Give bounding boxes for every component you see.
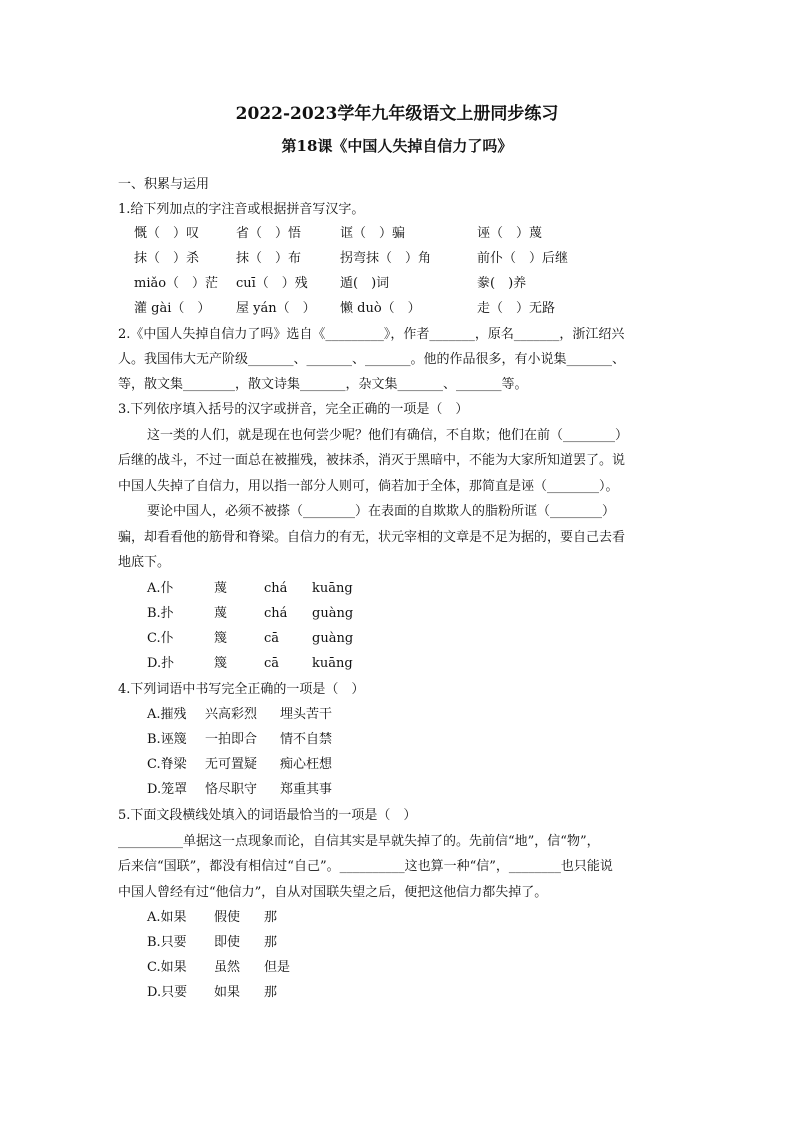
q3-option-d[interactable]: D.扑 <box>147 656 175 671</box>
q1-cell: 诓（ ）骗 <box>340 226 406 241</box>
q3-passage-line: 中国人失掉了自信力，用以指一部分人则可，倘若加于全体，那简直是诬（________）。 <box>118 479 619 494</box>
q4-option-d-item: 恪尽职守 <box>205 782 258 797</box>
q3-option-c[interactable]: C.仆 <box>147 631 174 646</box>
q4-option-d-item: 郑重其事 <box>280 782 333 797</box>
q3-option-d-item: cā <box>264 656 280 671</box>
q4-option-a-item: 兴高彩烈 <box>205 707 258 722</box>
q1-cell: 拐弯抹（ ）角 <box>340 251 432 266</box>
page-title: 2022-2023学年九年级语文上册同步练习 <box>235 104 559 124</box>
q5-option-a-item: 那 <box>264 910 278 925</box>
q1-cell: 遁( )词 <box>340 276 390 291</box>
q1-cell: 抹（ ）布 <box>236 251 302 266</box>
q2-line: 人。我国伟大无产阶级_______、_______、_______。他的作品很多，有小说集_______、 <box>118 352 626 367</box>
q1-cell: 省（ ）悟 <box>236 226 302 241</box>
q3-option-b-item: 蔑 <box>214 606 228 621</box>
q1-cell: 走（ ）无路 <box>477 301 556 316</box>
q3-passage-line: 地底下。 <box>118 555 171 570</box>
q3-option-a-item: chá <box>264 581 288 596</box>
q5-option-d[interactable]: D.只要 <box>147 985 188 1000</box>
q3-option-c-item: 篾 <box>214 631 228 646</box>
q3-option-b[interactable]: B.扑 <box>147 606 174 621</box>
q3-prompt: 3.下列依序填入括号的汉字或拼音，完全正确的一项是（ ） <box>118 402 469 417</box>
q4-option-c-item: 无可置疑 <box>205 757 258 772</box>
q1-cell: 豢( )养 <box>477 276 527 291</box>
q1-cell: miǎo（ ）茫 <box>134 276 219 291</box>
q4-option-c-item: 痴心枉想 <box>280 757 333 772</box>
q3-option-c-item: cā <box>264 631 280 646</box>
q5-passage-line: 中国人曾经有过“他信力”，自从对国联失望之后，便把这他信力都失掉了。 <box>118 885 548 900</box>
q5-option-a[interactable]: A.如果 <box>147 910 187 925</box>
q1-cell: 灌 gài（ ） <box>134 301 211 316</box>
q3-option-a-item: kuāng <box>312 581 353 596</box>
q3-option-c-item: guàng <box>312 631 354 646</box>
q5-option-d-item: 那 <box>264 985 278 1000</box>
q5-option-c[interactable]: C.如果 <box>147 960 187 975</box>
q3-passage-line: 要论中国人，必须不被搽（________）在表面的自欺欺人的脂粉所诓（________） <box>147 504 616 519</box>
q5-option-c-item: 虽然 <box>214 960 241 975</box>
q5-prompt: 5.下面文段横线处填入的词语最恰当的一项是（ ） <box>118 808 417 823</box>
lesson-subtitle: 第18课《中国人失掉自信力了吗》 <box>281 137 513 155</box>
q5-option-b-item: 那 <box>264 935 278 950</box>
q4-option-d[interactable]: D.笼罩 <box>147 782 188 797</box>
section-heading: 一、积累与运用 <box>118 177 210 192</box>
q1-cell: 前仆（ ）后继 <box>477 251 569 266</box>
q1-cell: 懒 duò（ ） <box>340 301 421 316</box>
q3-passage-line: 骗，却看看他的筋骨和脊梁。自信力的有无，状元宰相的文章是不足为据的，要自己去看 <box>118 530 626 545</box>
q4-option-b[interactable]: B.诬篾 <box>147 732 187 747</box>
q4-option-a[interactable]: A.摧残 <box>147 707 187 722</box>
q3-option-a[interactable]: A.仆 <box>147 581 174 596</box>
q5-option-a-item: 假使 <box>214 910 241 925</box>
q1-cell: 诬（ ）蔑 <box>477 226 543 241</box>
q1-cell: cuī（ ）残 <box>236 276 308 291</box>
q1-cell: 慨（ ）叹 <box>134 226 200 241</box>
q2-line: 2.《中国人失掉自信力了吗》选自《_________》，作者_______，原名_______，浙江绍兴 <box>118 327 625 342</box>
q1-prompt: 1.给下列加点的字注音或根据拼音写汉字。 <box>118 202 365 217</box>
q3-passage-line: 这一类的人们，就是现在也何尝少呢？他们有确信，不自欺；他们在前（________） <box>147 428 629 443</box>
q3-option-d-item: kuāng <box>312 656 353 671</box>
q3-passage-line: 后继的战斗，不过一面总在被摧残，被抹杀，消灭于黑暗中，不能为大家所知道罢了。说 <box>118 453 626 468</box>
q5-passage-line: __________单据这一点现象而论，自信其实是早就失掉了的。先前信“地”，信“物”， <box>118 834 600 849</box>
q3-option-b-item: chá <box>264 606 288 621</box>
q1-cell: 屋 yán（ ） <box>236 301 316 316</box>
q5-option-d-item: 如果 <box>214 985 241 1000</box>
q5-option-c-item: 但是 <box>264 960 291 975</box>
q4-option-b-item: 一拍即合 <box>205 732 258 747</box>
q3-option-a-item: 蔑 <box>214 581 228 596</box>
q2-line: 等，散文集________，散文诗集_______，杂文集_______、_______等。 <box>118 377 528 392</box>
q4-option-b-item: 情不自禁 <box>280 732 333 747</box>
q1-cell: 抹（ ）杀 <box>134 251 200 266</box>
q3-option-d-item: 篾 <box>214 656 228 671</box>
q5-option-b[interactable]: B.只要 <box>147 935 187 950</box>
q4-option-a-item: 埋头苦干 <box>280 707 333 722</box>
q3-option-b-item: guàng <box>312 606 354 621</box>
q5-passage-line: 后来信“国联”，都没有相信过“自己”。__________这也算一种“信”，________也只能说 <box>118 859 613 874</box>
q4-prompt: 4.下列词语中书写完全正确的一项是（ ） <box>118 682 365 697</box>
q5-option-b-item: 即使 <box>214 935 241 950</box>
q4-option-c[interactable]: C.脊梁 <box>147 757 187 772</box>
